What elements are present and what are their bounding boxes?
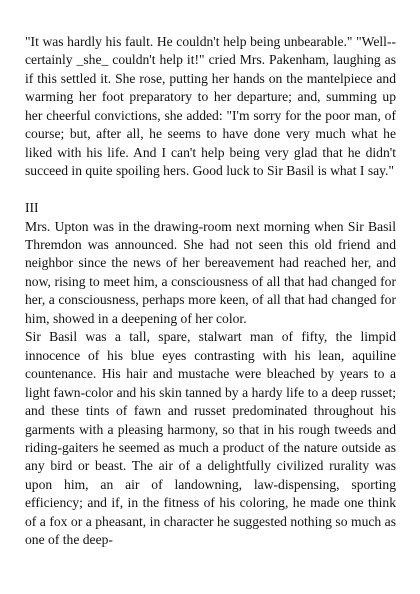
chapter-heading: III (25, 200, 39, 216)
paragraph-sir-basil: Sir Basil was a tall, spare, stalwart man of fifty, the limpid innocence of his blue eyes contrasting with his lean, aquiline countenance. His hair and mustache were bleached by years to a light fawn-color and his skin tanned by a hardy life to a deep russet; and these tints of fawn and russet predominated throughout his garments with a pleasing harmony, so that in his rough tweeds and riding-gaiters he seemed as much a product of the nature outside as any bird or beast. The air of a delightfully civilized rurality was upon him, an air of landowning, law-dispensing, sporting efficiency; and if, in the fitness of his coloring, he made one think of a fox or a pheasant, in character he suggested nothing so much as one of the deep- (25, 329, 396, 548)
document-page (25, 33, 396, 550)
paragraph-spacer (25, 181, 396, 199)
paragraph-mrs-upton: Mrs. Upton was in the drawing-room next morning when Sir Basil Thremdon was announced. She had not seen this old friend and neighbor since the news of her bereavement had reached her, and now, rising to meet him, a consciousness of all that had changed for her, a consciousness, perhaps more keen, of all that had changed for him, showed in a deepening of her color. (25, 218, 396, 326)
paragraph-closing-dialogue: "It was hardly his fault. He couldn't help being unbearable." "Well--certainly _she_ couldn't help it!" cried Mrs. Pakenham, laughing as if this settled it. She rose, putting her hands on the mantelpiece and warming her foot preparatory to her departure; and, summing up her cheerful convictions, she added: "I'm sorry for the poor man, of course; but, after all, he seems to have done very much what he liked with his life. And I can't help being very glad that he didn't succeed in quite spoiling hers. Good luck to Sir Basil is what I say." (25, 34, 396, 179)
